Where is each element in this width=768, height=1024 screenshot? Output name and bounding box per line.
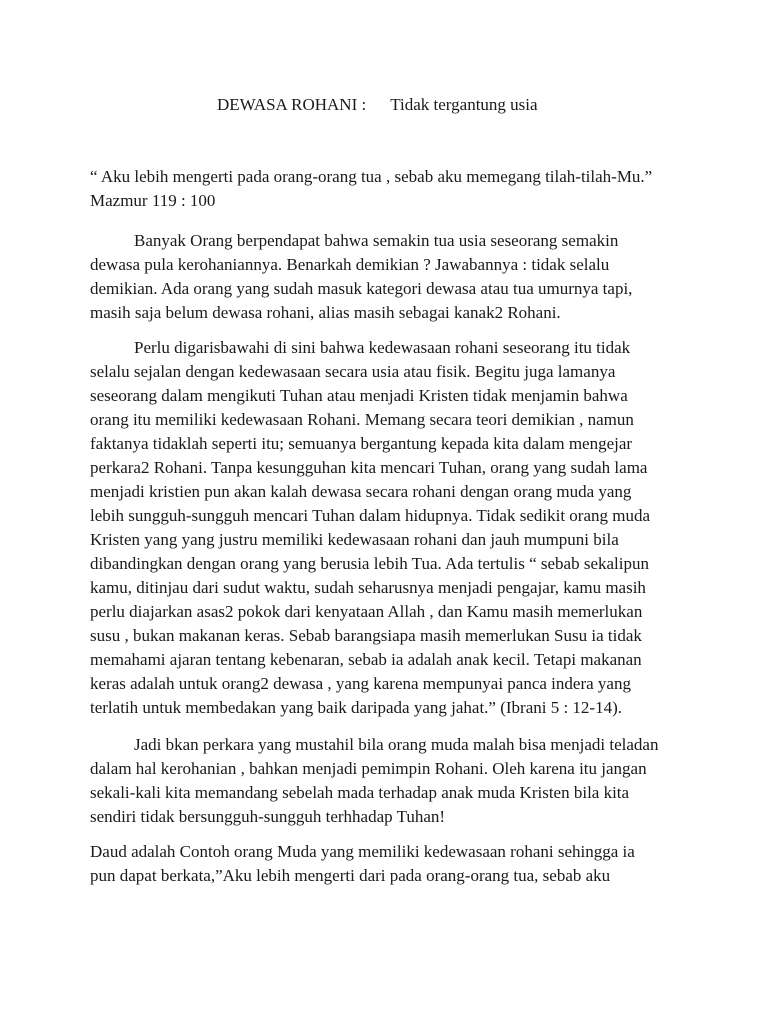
paragraph-line: Daud adalah Contoh orang Muda yang memiliki kedewasaan rohani sehingga ia xyxy=(90,842,635,861)
paragraph-1 xyxy=(90,229,690,325)
paragraph-line: dewasa pula kerohaniannya. Benarkah demikian ? Jawabannya : tidak selalu xyxy=(90,255,610,274)
document-title xyxy=(217,95,538,115)
paragraph-line: dalam hal kerohanian , bahkan menjadi pemimpin Rohani. Oleh karena itu jangan xyxy=(90,759,647,778)
paragraph-2 xyxy=(90,336,690,720)
paragraph-line: orang itu memiliki kedewasaan Rohani. Memang secara teori demikian , namun xyxy=(90,410,634,429)
paragraph-line: susu , bukan makanan keras. Sebab barangsiapa masih memerlukan Susu ia tidak xyxy=(90,626,642,645)
paragraph-line: Kristen yang yang justru memiliki kedewasaan rohani dan jauh mumpuni bila xyxy=(90,530,619,549)
paragraph-line: sekali-kali kita memandang sebelah mada terhadap anak muda Kristen bila kita xyxy=(90,783,630,802)
paragraph-line: kamu, ditinjau dari sudut waktu, sudah seharusnya menjadi pengajar, kamu masih xyxy=(90,578,646,597)
quote-reference-line: Mazmur 119 : 100 xyxy=(90,191,216,210)
paragraph-line: selalu sejalan dengan kedewasaan secara usia atau fisik. Begitu juga lamanya xyxy=(90,362,616,381)
paragraph-line: dibandingkan dengan orang yang berusia lebih Tua. Ada tertulis “ sebab sekalipun xyxy=(90,554,649,573)
paragraph-line: keras adalah untuk orang2 dewasa , yang karena mempunyai panca indera yang xyxy=(90,674,631,693)
opening-quote xyxy=(90,165,690,213)
paragraph-line: Banyak Orang berpendapat bahwa semakin tua usia seseorang semakin xyxy=(134,231,619,250)
paragraph-line: perlu diajarkan asas2 pokok dari kenyataan Allah , dan Kamu masih memerlukan xyxy=(90,602,643,621)
quote-text-line: “ Aku lebih mengerti pada orang-orang tua , sebab aku memegang tilah-tilah-Mu.” xyxy=(90,167,653,186)
paragraph-line: faktanya tidaklah seperti itu; semuanya bergantung kepada kita dalam mengejar xyxy=(90,434,633,453)
paragraph-line: memahami ajaran tentang kebenaran, sebab ia adalah anak kecil. Tetapi makanan xyxy=(90,650,642,669)
paragraph-line: demikian. Ada orang yang sudah masuk kategori dewasa atau tua umurnya tapi, xyxy=(90,279,633,298)
paragraph-line: terlatih untuk membedakan yang baik daripada yang jahat.” (Ibrani 5 : 12-14). xyxy=(90,698,623,717)
paragraph-line: menjadi kristien pun akan kalah dewasa secara rohani dengan orang muda yang xyxy=(90,482,632,501)
paragraph-line: lebih sungguh-sungguh mencari Tuhan dalam hidupnya. Tidak sedikit orang muda xyxy=(90,506,651,525)
paragraph-line: pun dapat berkata,”Aku lebih mengerti dari pada orang-orang tua, sebab aku xyxy=(90,866,611,885)
paragraph-line: Jadi bkan perkara yang mustahil bila orang muda malah bisa menjadi teladan xyxy=(134,735,659,754)
paragraph-line: Perlu digarisbawahi di sini bahwa kedewasaan rohani seseorang itu tidak xyxy=(134,338,631,357)
paragraph-3 xyxy=(90,733,690,829)
paragraph-4 xyxy=(90,840,690,888)
paragraph-line: seseorang dalam mengikuti Tuhan atau menjadi Kristen tidak menjamin bahwa xyxy=(90,386,628,405)
title-subtitle: Tidak tergantung usia xyxy=(390,95,538,114)
paragraph-line: sendiri tidak bersungguh-sungguh terhhadap Tuhan! xyxy=(90,807,446,826)
paragraph-line: masih saja belum dewasa rohani, alias masih sebagai kanak2 Rohani. xyxy=(90,303,561,322)
title-main: DEWASA ROHANI : xyxy=(217,95,367,114)
paragraph-line: perkara2 Rohani. Tanpa kesungguhan kita mencari Tuhan, orang yang sudah lama xyxy=(90,458,648,477)
